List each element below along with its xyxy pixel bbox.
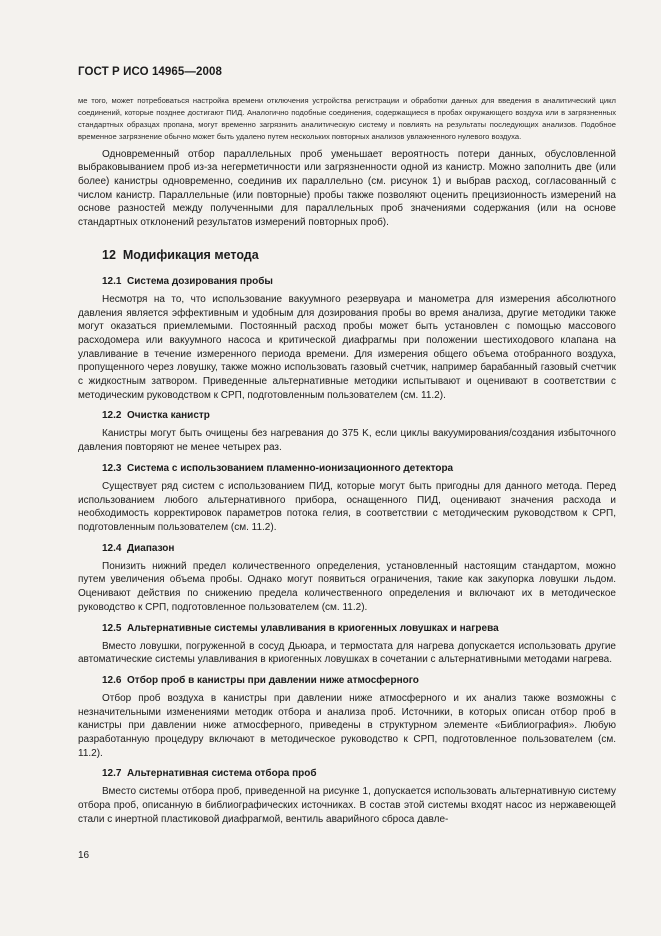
subsection-12-6 (78, 675, 616, 761)
section-heading (102, 248, 616, 262)
standard-header: ГОСТ Р ИСО 14965—2008 (78, 66, 223, 78)
subsection-text: Канистры могут быть очищены без нагревания до 375 K, если циклы вакуумирования/создания избыточного давления повторяют не менее четырех раз. (78, 428, 616, 454)
subsection-12-2 (78, 410, 616, 454)
subsection-heading: 12.4 Диапазон (102, 542, 175, 554)
subsection-heading: 12.6 Отбор проб в канистры при давлении ниже атмосферного (102, 674, 419, 686)
subsection-12-4 (78, 543, 616, 615)
subsection-text: Вместо ловушки, погруженной в сосуд Дьюара, и термостата для нагрева допускается использовать другие автоматические системы улавливания в криогенных ловушках в сочетании с альтернативными методами нагрева. (78, 640, 616, 666)
subsection-text: Существует ряд систем с использованием ПИД, которые могут быть пригодны для данного метода. Перед использованием любого альтернативного прибора, оснащенного ПИД, оценивают значения расхода и необходимость корректировок параметров потока гелия, в соответствии с методическим руководством к СРП, подготовленным пользователем (см. 11.2). (78, 480, 616, 533)
subsection-12-7 (78, 768, 616, 826)
section-title: Модификация метода (122, 247, 259, 262)
subsection-heading: 12.7 Альтернативная система отбора проб (102, 768, 317, 780)
subsection-text: Несмотря на то, что использование вакуумного резервуара и манометра для измерения абсолютного давления является эффективным и удобным для дозирования пробы во время анализа, другие методики также могут оказаться приемлемыми. Постоянный расход пробы может быть установлен с помощью массового расходомера или вакуумного насоса и критической диафрагмы при положении шестиходового клапана на улавливание в течение измеренного периода времени. Для измерения общего объема отобранного воздуха, пропущенного через ловушку, также можно использовать газовый счетчик, например барабанный газовый счетчик с жидкостным затвором. Приведенные альтернативные методики испытывают и оценивают в соответствии с методическим руководством к СРП, подготовленным пользователем (см. 11.2). (78, 293, 616, 401)
subsection-heading: 12.3 Система с использованием пламенно-ионизационного детектора (102, 462, 454, 474)
subsection-12-1 (78, 276, 616, 403)
subsection-12-5 (78, 623, 616, 667)
subsection-heading: 12.2 Очистка канистр (102, 410, 210, 422)
subsection-12-3 (78, 463, 616, 535)
note-paragraph: ме того, может потребоваться настройка времени отключения устройства регистрации и обработки данных для введения в аналитический цикл соединений, которые позднее достигают ПИД. Аналогично подобные соединения, содержащиеся в пробах окружающего воздуха или в загрязненных стандартных образцах пропана, могут временно загрязнить аналитическую систему и повлиять на результаты последующих анализов. Подобное временное загрязнение обычно может быть удалено путем нескольких повторных анализов увлажненного нулевого воздуха. (78, 96, 616, 141)
intro-paragraph: Одновременный отбор параллельных проб уменьшает вероятность потери данных, обусловленной выбраковыванием проб из-за негерметичности или загрязненности одной из канистр. Можно заполнить две (или более) канистры одновременно, соединив их параллельно (см. рисунок 1) и выбрав расход, согласованный с числом канистр. Параллельные (или повторные) пробы также позволяют оценить прецизионность измерений на основе разностей между полученными для параллельных проб значениями содержания (или на основе стандартных отклонений результатов измерений повторных проб). (78, 148, 616, 229)
page-number: 16 (78, 850, 90, 861)
subsection-text: Отбор проб воздуха в канистры при давлении ниже атмосферного и их анализ также возможны с незначительными изменениями методик отбора и анализа проб. Источники, в которых описан отбор проб в канистры при давлении ниже атмосферного, приведены в структурном элементе «Библиография». Любую разработанную процедуру включают в методическое руководство к СРП, подготовленное пользователем (см. 11.2). (78, 692, 616, 759)
subsection-heading: 12.5 Альтернативные системы улавливания в криогенных ловушках и нагрева (102, 622, 499, 634)
section-number: 12 (102, 247, 116, 262)
subsection-heading: 12.1 Система дозирования пробы (102, 275, 273, 287)
subsection-text: Понизить нижний предел количественного определения, установленный настоящим стандартом, можно путем увеличения объема пробы. Однако могут появиться ограничения, такие как закупорка ловушки льдом. Оценивают действия по снижению предела количественного определения и включают их в методическое руководство к СРП, подготовленное пользователем (см. 11.2). (78, 560, 616, 613)
subsection-text: Вместо системы отбора проб, приведенной на рисунке 1, допускается использовать альтернативную систему отбора проб, описанную в библиографических источниках. В состав этой системы входят насос из нержавеющей стали с инертной пластиковой диафрагмой, вентиль аварийного сброса давле- (78, 786, 616, 825)
page-content (78, 95, 616, 835)
